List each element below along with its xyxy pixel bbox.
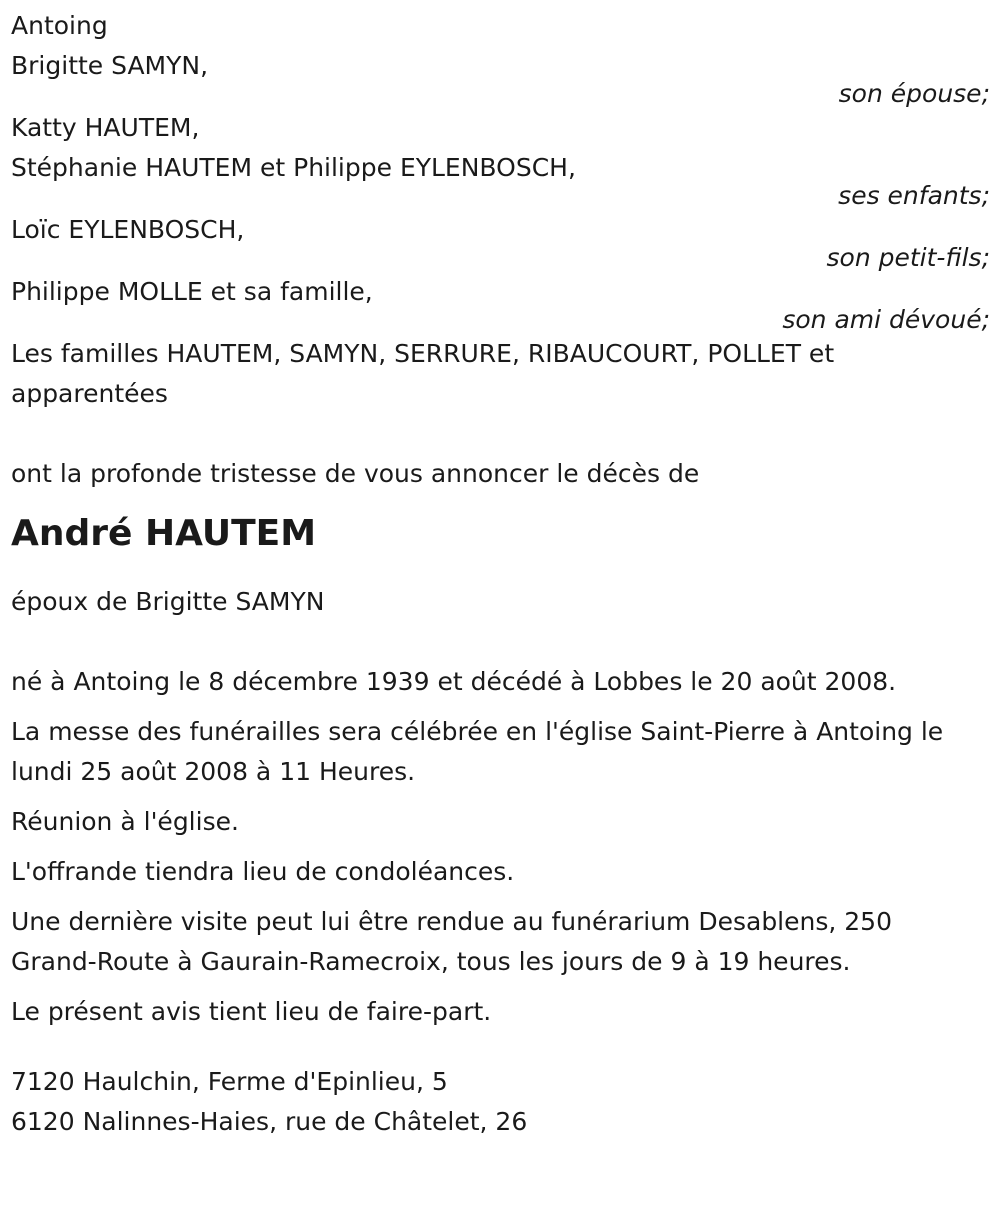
family-name: Katty HAUTEM, <box>11 113 200 142</box>
spacer <box>11 414 990 454</box>
meeting-line: Réunion à l'église. <box>11 807 239 836</box>
other-families: Les familles HAUTEM, SAMYN, SERRURE, RIBAUCOURT, POLLET et apparentées <box>11 339 835 408</box>
spacer <box>11 1042 990 1062</box>
offering-line: L'offrande tiendra lieu de condoléances. <box>11 857 515 886</box>
announcement-text: ont la profonde tristesse de vous annoncer le décès de <box>11 459 700 488</box>
spouse-line: époux de Brigitte SAMYN <box>11 587 325 616</box>
family-name: Philippe MOLLE et sa famille, <box>11 277 373 306</box>
relation-label: son petit-fils; <box>826 243 990 272</box>
visit-line: Une dernière visite peut lui être rendue au funérarium Desablens, 250 Grand-Route à Gaurain-Ramecroix, tous les jours de 9 à 19 heures. <box>11 907 892 976</box>
family-group-spouse <box>11 46 990 106</box>
family-group-children <box>11 108 990 208</box>
birth-death-line: né à Antoing le 8 décembre 1939 et décédé à Lobbes le 20 août 2008. <box>11 667 897 696</box>
address-line: 6120 Nalinnes-Haies, rue de Châtelet, 26 <box>11 1107 528 1136</box>
family-name: Brigitte SAMYN, <box>11 51 209 80</box>
family-group-friend <box>11 272 990 332</box>
family-name: Loïc EYLENBOSCH, <box>11 215 245 244</box>
notice-line: Le présent avis tient lieu de faire-part. <box>11 997 492 1026</box>
location-header: Antoing <box>11 11 108 40</box>
relation-label: son épouse; <box>838 79 990 108</box>
address-line: 7120 Haulchin, Ferme d'Epinlieu, 5 <box>11 1067 448 1096</box>
deceased-name: André HAUTEM <box>11 513 317 554</box>
relation-label: son ami dévoué; <box>782 305 990 334</box>
relation-label: ses enfants; <box>838 181 990 210</box>
spacer <box>11 622 990 662</box>
family-group-grandson <box>11 210 990 270</box>
funeral-mass-line: La messe des funérailles sera célébrée en l'église Saint-Pierre à Antoing le lundi 25 août 2008 à 11 Heures. <box>11 717 944 786</box>
family-name: Stéphanie HAUTEM et Philippe EYLENBOSCH, <box>11 153 576 182</box>
